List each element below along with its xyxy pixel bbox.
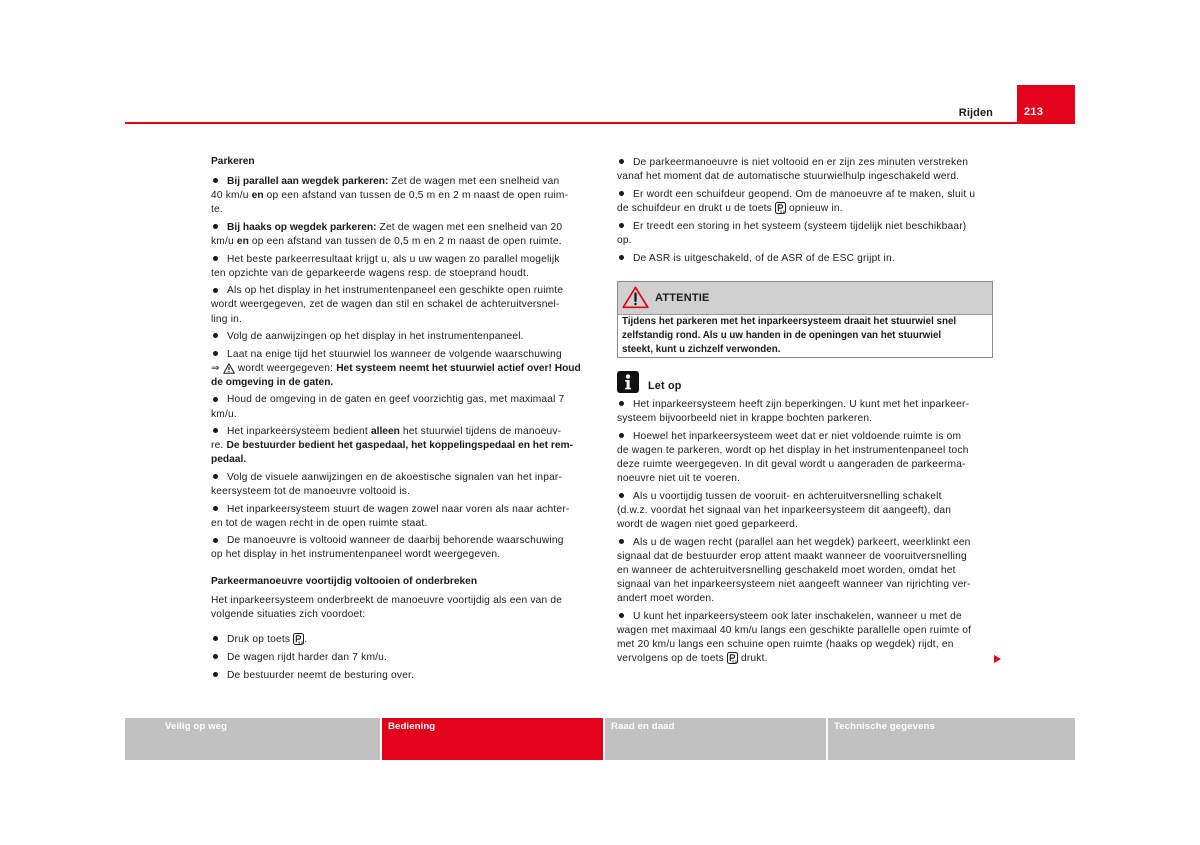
text-line (617, 234, 997, 248)
bold-text-run: Het systeem neemt het stuurwiel actief over! Houd (336, 362, 581, 374)
list-item (617, 398, 997, 426)
warning-header (618, 282, 992, 315)
text-line (211, 651, 591, 665)
text-run: . (304, 633, 308, 645)
text-run: op een afstand van tussen de 0,5 m en 2 m naast de open ruimte. (248, 236, 562, 248)
text-run: andert moet worden. (617, 593, 715, 605)
text-run: en tot de wagen recht in de open ruimte staat. (211, 517, 428, 529)
park-assist-button-icon (727, 652, 738, 664)
text-run: De wagen rijdt harder dan 7 km/u. (227, 651, 388, 663)
note-label: Let op (648, 380, 682, 392)
text-line (211, 534, 591, 548)
text-line (617, 472, 997, 486)
text-line (617, 652, 997, 666)
text-run: deze ruimte weergegeven. In dit geval wordt u aangeraden de parkeerma- (617, 459, 966, 471)
text-run: U kunt het inparkeersysteem ook later inschakelen, wanneer u met de (633, 610, 962, 622)
text-run: op een afstand van tussen de 0,5 m en 2 m naast de open ruim- (263, 190, 569, 202)
bold-text-run: De bestuurder bedient het gaspedaal, het koppelingspedaal en het rem- (226, 440, 573, 452)
text-run: Hoewel het inparkeersysteem weet dat er niet voldoende ruimte is om (633, 430, 962, 442)
list-item (211, 393, 591, 421)
list-item (211, 669, 591, 683)
text-run: ⇒ (211, 362, 223, 374)
text-run: Volg de aanwijzingen op het display in het instrumentenpaneel. (227, 331, 524, 343)
text-line (211, 267, 591, 281)
text-line (211, 298, 591, 312)
list-item (211, 534, 591, 562)
bullet-icon (213, 178, 218, 183)
text-line (211, 235, 591, 249)
list-item (211, 284, 591, 327)
text-run: De bestuurder neemt de besturing over. (227, 669, 415, 681)
warning-text-line: Tijdens het parkeren met het inparkeersysteem draait het stuurwiel snel (622, 316, 957, 327)
text-line (617, 518, 997, 532)
text-line (211, 669, 591, 683)
text-run: vervolgens op de toets (617, 653, 727, 665)
text-run: wagen met maximaal 40 km/u langs een geschikte parallelle open ruimte of (617, 625, 972, 636)
text-line (211, 313, 591, 327)
text-line (211, 348, 591, 362)
bullet-icon (619, 401, 624, 406)
interrupt-conditions-list (211, 633, 591, 683)
text-line (617, 536, 997, 550)
bold-text-run: de omgeving in de gaten. (211, 376, 334, 388)
text-run: Zet de wagen met een snelheid van (388, 175, 560, 187)
text-line (617, 592, 997, 606)
continue-arrow-icon (994, 655, 1001, 663)
text-run: wordt weergegeven, zet de wagen dan stil en schakel de achteruitversnel- (211, 299, 560, 311)
text-run: re. (211, 440, 227, 452)
park-assist-button-icon (775, 202, 786, 214)
text-run: Als u de wagen recht (parallel aan het wegdek) parkeert, weerklinkt een (633, 536, 971, 548)
list-item (211, 471, 591, 499)
text-run: km/u. (211, 408, 237, 420)
bullet-icon (619, 493, 624, 498)
warning-body (618, 315, 992, 358)
warning-icon (223, 363, 235, 374)
park-assist-button-icon (293, 633, 304, 645)
list-item (617, 188, 997, 216)
text-run: vanaf het moment dat de automatische stuurwielhulp ingeschakeld werd. (617, 171, 960, 183)
text-line (211, 471, 591, 485)
bullet-icon (213, 333, 218, 338)
text-run: Druk op toets (227, 633, 294, 645)
text-run: wordt de wagen niet goed geparkeerd. (617, 519, 799, 531)
text-line (617, 624, 997, 638)
text-run: ten opzichte van de geparkeerde wagens resp. de stoeprand houdt. (211, 267, 530, 279)
tab-raad-en-daad (605, 718, 826, 760)
warning-box (617, 281, 993, 358)
bullet-icon (213, 506, 218, 511)
text-line (617, 412, 997, 426)
list-item (617, 610, 997, 667)
text-run: Het inparkeersysteem heeft zijn beperkingen. U kunt met het inparkeer- (633, 399, 970, 410)
list-item (617, 490, 997, 533)
text-line (211, 408, 591, 422)
subsection-heading: Parkeermanoeuvre voortijdig voltooien of onderbreken (211, 576, 478, 587)
bullet-icon (213, 256, 218, 261)
list-item (617, 220, 997, 248)
text-line (211, 517, 591, 531)
interrupt-intro (211, 594, 591, 622)
list-item (211, 348, 591, 391)
text-line (211, 284, 591, 298)
text-run: 40 km/u (211, 190, 252, 202)
text-line (617, 188, 997, 202)
text-line (211, 376, 591, 390)
bold-text-run: Bij parallel aan wegdek parkeren: (227, 175, 389, 187)
text-run: Het inparkeersysteem onderbreekt de manoeuvre voortijdig als een van de (211, 594, 563, 606)
text-line (617, 578, 997, 592)
text-run: Er treedt een storing in het systeem (systeem tijdelijk niet beschikbaar) (633, 220, 967, 232)
text-line (211, 189, 591, 203)
bullet-icon (213, 351, 218, 356)
text-line (211, 485, 591, 499)
bullet-icon (619, 255, 624, 260)
bullet-icon (619, 613, 624, 618)
bullet-icon (213, 288, 218, 293)
bullet-icon (213, 474, 218, 479)
tab-label: Bediening (388, 721, 436, 732)
text-run: systeem bijvoorbeeld niet in krappe bochten parkeren. (617, 413, 873, 425)
bullet-icon (213, 654, 218, 659)
bullet-icon (619, 539, 624, 544)
list-item (211, 425, 591, 468)
text-line (617, 170, 997, 184)
text-line (211, 425, 591, 439)
text-line (617, 610, 997, 624)
text-run: Het inparkeersysteem bedient (227, 426, 371, 438)
text-line (211, 633, 591, 647)
bullet-icon (213, 397, 218, 402)
tab-bediening (382, 718, 603, 760)
text-line (617, 504, 997, 518)
text-run: ling in. (211, 313, 243, 325)
list-item (211, 221, 591, 249)
text-run: Als u voortijdig tussen de vooruit- en achteruitversnelling schakelt (633, 490, 942, 502)
text-run: opnieuw in. (786, 203, 843, 215)
page-number-box (1017, 85, 1075, 124)
text-line (617, 564, 997, 578)
text-line (617, 638, 997, 652)
info-icon (617, 371, 639, 393)
bullet-icon (619, 223, 624, 228)
bullet-icon (619, 433, 624, 438)
text-run: Volg de visuele aanwijzingen en de akoestische signalen van het inpar- (227, 471, 563, 483)
warning-label: ATTENTIE (655, 292, 710, 304)
tab-label: Raad en daad (611, 721, 675, 732)
text-line (617, 252, 997, 266)
bullet-icon (619, 191, 624, 196)
bold-text-run: pedaal. (211, 454, 247, 466)
bullet-icon (213, 636, 218, 641)
text-run: drukt. (737, 653, 768, 665)
text-line (211, 453, 591, 467)
list-item (617, 536, 997, 607)
left-column-top (211, 155, 591, 563)
bold-text-run: en (236, 236, 249, 248)
parking-steps-list (211, 175, 591, 563)
tab-veilig-op-weg (125, 718, 380, 760)
tab-label: Veilig op weg (165, 721, 228, 732)
text-run: keersysteem tot de manoeuvre voltooid is. (211, 486, 411, 498)
paragraph (211, 594, 591, 622)
header-rule (125, 122, 1075, 124)
bullet-icon (213, 224, 218, 229)
text-line (211, 548, 591, 562)
text-run: De manoeuvre is voltooid wanneer de daarbij behorende waarschuwing (227, 535, 564, 547)
text-line (617, 220, 997, 234)
text-run: Houd de omgeving in de gaten en geef voorzichtig gas, met maximaal 7 (227, 394, 565, 406)
text-line (211, 175, 591, 189)
list-item (211, 503, 591, 531)
text-line (617, 550, 997, 564)
section-heading: Parkeren (211, 156, 255, 167)
text-line (211, 253, 591, 267)
text-line (211, 503, 591, 517)
text-line (617, 444, 997, 458)
text-run: De parkeermanoeuvre is niet voltooid en er zijn zes minuten verstreken (633, 157, 969, 168)
text-run: wordt weergegeven: (234, 362, 337, 374)
list-item (617, 252, 997, 266)
text-line (211, 362, 591, 376)
text-line (617, 202, 997, 216)
text-line (617, 430, 997, 444)
text-run: volgende situaties zich voordoet: (211, 609, 366, 621)
text-run: te. (211, 204, 223, 216)
text-line (617, 458, 997, 472)
text-run: Het beste parkeerresultaat krijgt u, als u uw wagen zo parallel mogelijk (227, 253, 560, 265)
text-line (211, 221, 591, 235)
bullet-icon (213, 538, 218, 543)
list-item (617, 156, 997, 184)
text-run: De ASR is uitgeschakeld, of de ASR of de ESC grijpt in. (633, 252, 895, 264)
bold-text-run: Bij haaks op wegdek parkeren: (227, 221, 377, 233)
text-run: Als op het display in het instrumentenpaneel een geschikte open ruimte (227, 285, 564, 297)
page-number: 213 (1024, 106, 1044, 118)
list-item (211, 253, 591, 281)
text-line (211, 393, 591, 407)
text-line (211, 608, 591, 622)
tab-label: Technische gegevens (834, 721, 935, 732)
text-run: Het inparkeersysteem stuurt de wagen zowel naar voren als naar achter- (227, 503, 570, 515)
warning-text-line: steekt, kunt u zichzelf verwonden. (622, 344, 781, 356)
text-line (211, 203, 591, 217)
text-line (211, 330, 591, 344)
text-line (211, 594, 591, 608)
text-run: (d.w.z. voordat het signaal van het inparkeersysteem dit aangeeft), dan (617, 504, 952, 516)
bullet-icon (213, 428, 218, 433)
text-run: op het display in het instrumentenpaneel wordt weergegeven. (211, 549, 501, 561)
text-run: en wanneer de achteruitversnelling geschakeld moet worden, omdat het (617, 564, 956, 576)
text-run: Zet de wagen met een snelheid van 20 (376, 221, 563, 233)
warning-text-line: zelfstandig rond. Als u uw handen in de openingen van het stuurwiel (622, 330, 942, 342)
text-line (211, 439, 591, 453)
list-item (211, 330, 591, 344)
tab-technische-gegevens (828, 718, 1075, 760)
note-list (617, 398, 997, 667)
bold-text-run: alleen (370, 426, 400, 438)
left-column-bottom (211, 575, 591, 683)
bullet-icon (213, 672, 218, 677)
bullet-icon (619, 159, 624, 164)
right-conditions-list (617, 156, 997, 266)
bold-text-run: en (251, 190, 264, 202)
text-run: met 20 km/u langs een schuine open ruimte (haaks op wegdek) rijdt, en (617, 639, 954, 651)
text-run: het stuurwiel tijdens de manoeuv- (399, 426, 562, 438)
list-item (211, 633, 591, 647)
text-line (617, 156, 997, 170)
list-item (617, 430, 997, 487)
list-item (211, 651, 591, 665)
text-run: signaal van het inparkeersysteem niet aangeeft wanneer van rijrichting ver- (617, 579, 971, 591)
text-line (617, 490, 997, 504)
text-run: de wagen te parkeren, wordt op het display in het instrumentenpaneel toch (617, 444, 969, 456)
text-run: op. (617, 235, 632, 247)
text-run: noeuvre niet uit te voeren. (617, 473, 741, 485)
text-run: Er wordt een schuifdeur geopend. Om de manoeuvre af te maken, sluit u (633, 188, 976, 200)
text-run: km/u (211, 236, 237, 248)
list-item (211, 175, 591, 218)
section-title: Rijden (958, 107, 993, 119)
text-run: signaal dat de bestuurder erop attent maakt wanneer de vooruitversnelling (617, 550, 967, 562)
text-run: Laat na enige tijd het stuurwiel los wanneer de volgende waarschuwing (227, 348, 562, 360)
text-run: de schuifdeur en drukt u de toets (617, 203, 776, 215)
warning-triangle-icon (622, 286, 649, 309)
text-line (617, 398, 997, 412)
